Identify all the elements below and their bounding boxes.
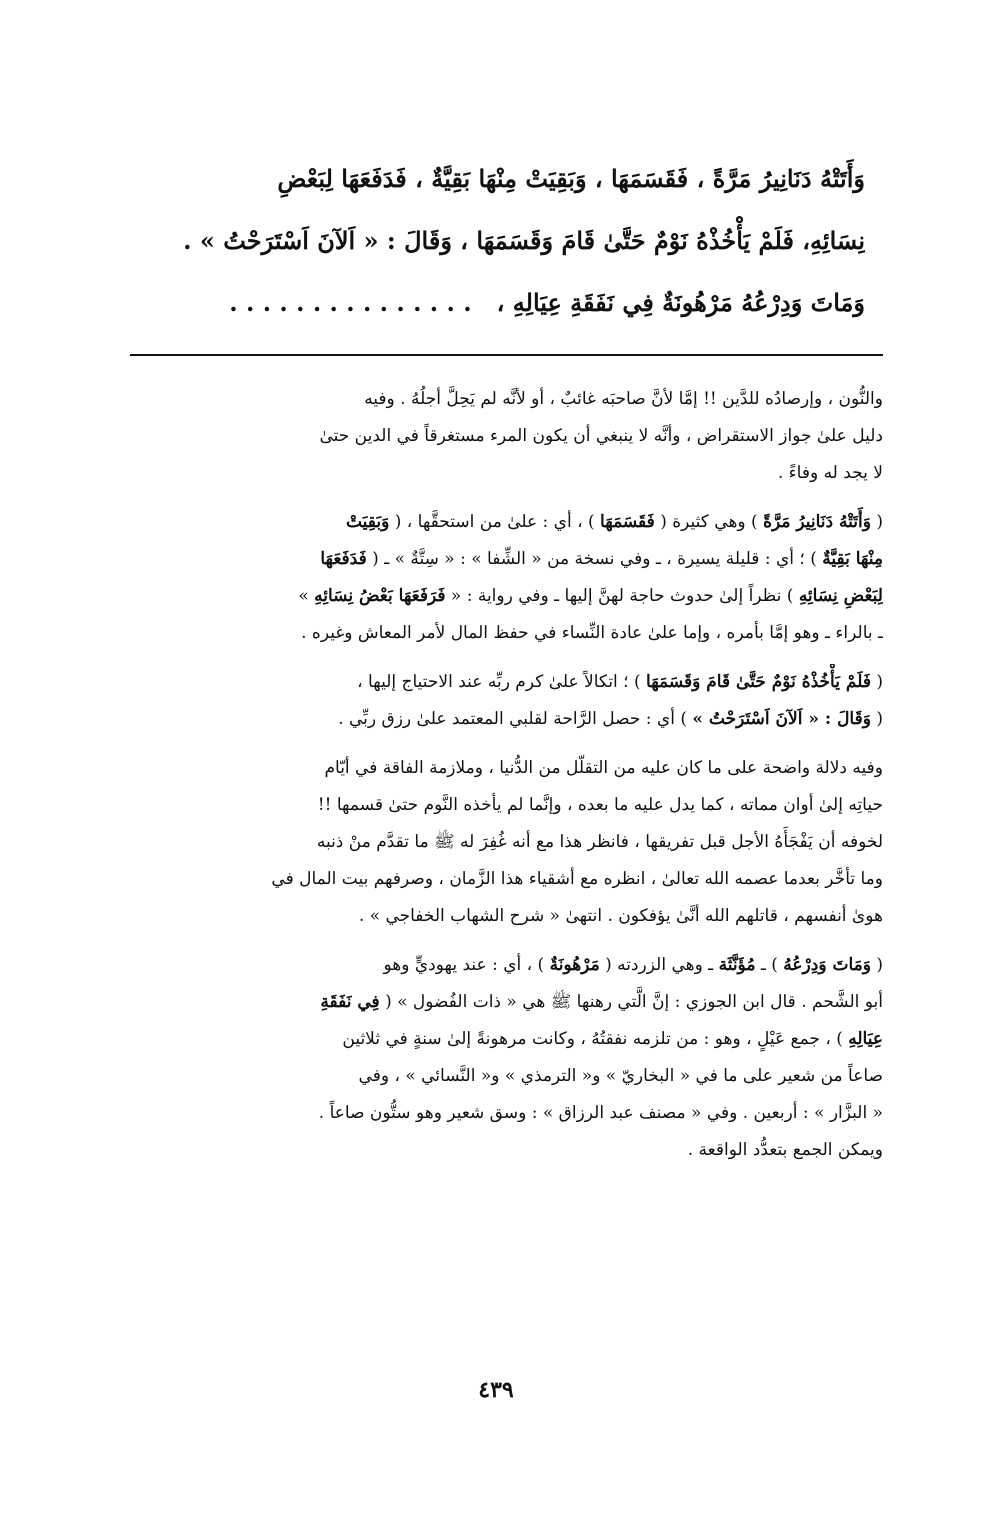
main-text-line-2: نِسَائِهِ، فَلَمْ يَأْخُذْهُ نَوْمٌ حَتَّىٰ قَامَ وَقَسَمَهَا ، وَقَالَ : « اَلآنَ اَسْتَرَحْتُ » .: [183, 226, 865, 255]
quoted-phrase: فَرَفَعَهَا بَعْضُ نِسَائِهِ: [314, 586, 446, 606]
text-segment: (: [870, 955, 883, 975]
commentary-paragraph-1: [130, 381, 883, 492]
paragraph-4-line-2: حياتِه إلىٰ أوان مماته ، كما يدل عليه ما بعده ، وإنَّما لم يأخذه النَّوم حتىٰ قسمها !!: [317, 795, 883, 815]
commentary-paragraph-3: [130, 664, 883, 738]
text-segment: (: [870, 709, 883, 729]
footnote-divider: [130, 354, 883, 356]
commentary-paragraph-2: [130, 504, 883, 652]
text-segment: (: [870, 512, 883, 532]
quoted-phrase: عِيَالِهِ: [848, 1029, 883, 1049]
paragraph-2-line-1: [130, 504, 883, 541]
text-segment: أبو الشَّحم . قال ابن الجوزي : إنَّ الَّتي رهنها ﷺ هي « ذات الفُضول » (: [379, 992, 883, 1012]
quoted-phrase: فَدَفَعَهَا: [320, 549, 367, 569]
paragraph-2-line-4: ـ بالراء ـ وهو إمَّا بأمره ، وإما علىٰ عادة النِّساء في حفظ المال لأمر المعاش وغيره .: [301, 623, 883, 643]
paragraph-3-line-2: [130, 701, 883, 738]
quoted-phrase: وَبَقِيَتْ: [345, 512, 390, 532]
main-text-line-1: وَأَتَتْهُ دَنَانِيرُ مَرَّةً ، فَقَسَمَهَا ، وَبَقِيَتْ مِنْهَا بَقِيَّةٌ ، فَدَفَعَهَا لِبَعْضِ: [277, 164, 865, 193]
text-segment: ) ، جمع عَيْلٍ ، وهو : من تلزمه نفقتُهُ ، وكانت مرهونةً إلىٰ سنةٍ في ثلاثين: [342, 1029, 849, 1049]
ellipsis-dots: . . . . . . . . . . . . . . .: [229, 288, 472, 317]
quoted-phrase: مَرْهُونَةٌ: [549, 955, 600, 975]
quoted-phrase: لِبَعْضِ نِسَائِهِ: [798, 586, 883, 606]
paragraph-1-line-2: دليل علىٰ جواز الاستقراض ، وأنَّه لا ينبغي أن يكون المرء مستغرقاً في الدين حتىٰ: [319, 426, 883, 446]
paragraph-5-line-2: [130, 984, 883, 1021]
paragraph-1-line-1: والنُّون ، وإرصادُه للدَّين !! إمَّا لأنَّ صاحبَه غائبٌ ، أو لأنَّه لم يَحِلَّ أجلُهُ . وفيه: [364, 389, 883, 409]
quoted-phrase: وَمَاتَ وَدِرْعُهُ: [783, 955, 871, 975]
paragraph-5-line-1: [130, 947, 883, 984]
text-segment: »: [298, 586, 315, 606]
paragraph-5-line-4: صاعاً من شعير على ما في « البخاريّ » و« الترمذي » و« النَّسائي » ، وفي: [358, 1066, 883, 1086]
page-number: ٤٣٩: [478, 1377, 514, 1403]
quoted-phrase: مُؤَنَّثَة: [718, 955, 756, 975]
paragraph-4-line-4: وما تأخَّر بعدما عصمه الله تعالىٰ ، انظره مع أشقياء هذا الزَّمان ، وصرفهم بيت المال في: [271, 869, 883, 889]
text-segment: ) ؛ اتكالاً علىٰ كرم ربِّه عند الاحتياج إليها ،: [357, 672, 647, 692]
text-segment: ) ، أي : علىٰ من استحقَّها ، (: [389, 512, 601, 532]
commentary-section: [130, 381, 883, 1181]
quoted-phrase: وَقَالَ : « اَلآنَ اَسْتَرَحْتُ »: [692, 709, 871, 729]
hadith-main-text: [130, 148, 865, 334]
paragraph-5-line-5: « البزَّار » : أربعين . وفي « مصنف عبد الرزاق » : وسق شعير وهو ستُّون صاعاً .: [318, 1103, 883, 1123]
commentary-paragraph-5: [130, 947, 883, 1169]
paragraph-1-line-3: لا يجد له وفاءً .: [777, 463, 883, 483]
paragraph-5-line-6: ويمكن الجمع بتعدُّد الواقعة .: [687, 1140, 883, 1160]
quoted-phrase: فِي نَفَقَةِ: [320, 992, 380, 1012]
main-text-line-3: [130, 272, 865, 334]
text-segment: ) نظراً إلىٰ حدوث حاجة لهنَّ إليها ـ وفي رواية : «: [445, 586, 799, 606]
text-segment: (: [870, 672, 883, 692]
paragraph-4-line-5: هوىٰ أنفسهم ، قاتلهم الله أنَّىٰ يؤفكون . انتهىٰ « شرح الشهاب الخفاجي » .: [358, 906, 883, 926]
paragraph-4-line-3: لخوفه أن يَفْجَأَهُ الأجل قبل تفريقها ، فانظر هذا مع أنه غُفِرَ له ﷺ ما تقدَّم منْ ذنبه: [316, 832, 883, 852]
paragraph-2-line-3: [130, 578, 883, 615]
main-text-line-3-text: وَمَاتَ وَدِرْعُهُ مَرْهُونَةٌ فِي نَفَقَةِ عِيَالِهِ ،: [496, 288, 865, 317]
paragraph-3-line-1: [130, 664, 883, 701]
text-segment: ) أي : حصل الرَّاحة لقلبي المعتمد علىٰ رزق ربِّي .: [338, 709, 693, 729]
text-segment: ) ـ: [755, 955, 784, 975]
quoted-phrase: مِنْهَا بَقِيَّةٌ: [822, 549, 883, 569]
quoted-phrase: وَأَتَتْهُ دَنَانِيرُ مَرَّةً: [763, 512, 871, 532]
text-segment: ) وهي كثيرة (: [654, 512, 764, 532]
quoted-phrase: فَقَسَمَهَا: [600, 512, 655, 532]
text-segment: ـ وهي الزردته (: [599, 955, 719, 975]
text-segment: ) ، أي : عند يهوديٍّ وهو: [383, 955, 550, 975]
commentary-paragraph-4: [130, 750, 883, 935]
quoted-phrase: فَلَمْ يَأْخُذْهُ نَوْمٌ حَتَّىٰ قَامَ وَقَسَمَهَا: [646, 672, 871, 692]
paragraph-5-line-3: [130, 1021, 883, 1058]
paragraph-4-line-1: وفيه دلالة واضحة على ما كان عليه من التقلّل من الدُّنيا ، وملازمة الفاقة في أيّام: [324, 758, 883, 778]
paragraph-2-line-2: [130, 541, 883, 578]
text-segment: ) ؛ أي : قليلة يسيرة ، ـ وفي نسخة من « الشِّفا » : « سِتَّةٌ » ـ (: [366, 549, 823, 569]
